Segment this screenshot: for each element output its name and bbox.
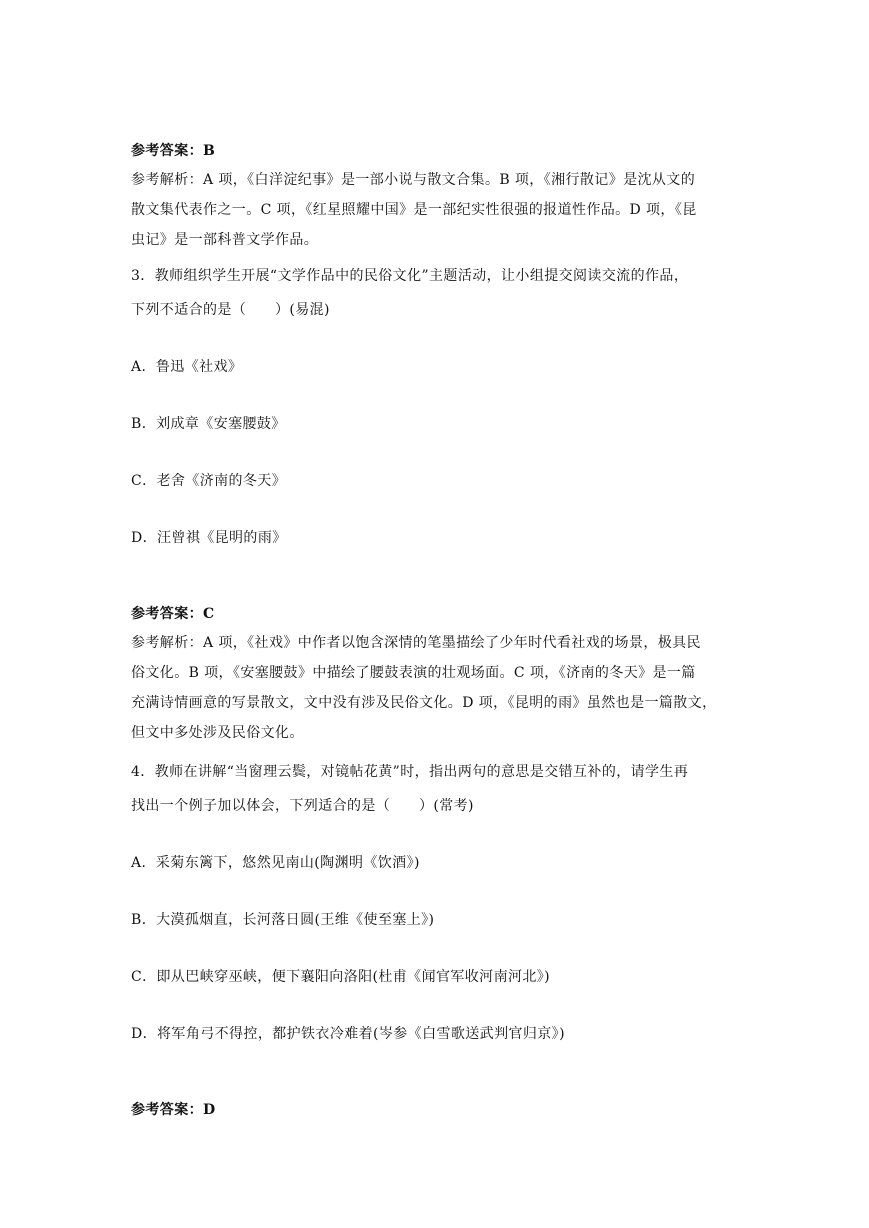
option-d: D．将军角弓不得控，都护铁衣冷难着(岑参《白雪歌送武判官归京》) bbox=[131, 1026, 565, 1042]
document-page bbox=[131, 0, 743, 1228]
question-stem-line: 下列不适合的是（ ）(易混) bbox=[131, 302, 330, 318]
explanation-line: 虫记》是一部科普文学作品。 bbox=[131, 232, 319, 248]
answer-line bbox=[131, 1100, 216, 1120]
option-b: B．大漠孤烟直，长河落日圆(王维《使至塞上》) bbox=[131, 912, 435, 928]
answer-value: C bbox=[203, 606, 215, 622]
question-stem-line: 3．教师组织学生开展“文学作品中的民俗文化”主题活动，让小组提交阅读交流的作品， bbox=[131, 268, 689, 284]
explanation-line: 散文集代表作之一。C 项，《红星照耀中国》是一部纪实性很强的报道性作品。D 项，《昆 bbox=[131, 202, 697, 218]
answer-label: 参考答案： bbox=[131, 1102, 203, 1118]
explanation-line: 充满诗情画意的写景散文，文中没有涉及民俗文化。D 项，《昆明的雨》虽然也是一篇散文， bbox=[131, 695, 717, 711]
explanation-line: 俗文化。B 项，《安塞腰鼓》中描绘了腰鼓表演的壮观场面。C 项，《济南的冬天》是一篇 bbox=[131, 665, 696, 681]
answer-line bbox=[131, 604, 215, 624]
answer-label: 参考答案： bbox=[131, 606, 203, 622]
option-a: A．鲁迅《社戏》 bbox=[131, 359, 243, 375]
explanation-line: 但文中多处涉及民俗文化。 bbox=[131, 725, 304, 741]
option-b: B．刘成章《安塞腰鼓》 bbox=[131, 416, 286, 432]
answer-line bbox=[131, 141, 215, 161]
option-d: D．汪曾祺《昆明的雨》 bbox=[131, 530, 287, 546]
answer-label: 参考答案： bbox=[131, 143, 203, 159]
answer-value: B bbox=[203, 143, 216, 159]
answer-value: D bbox=[203, 1102, 216, 1118]
question-stem-line: 找出一个例子加以体会，下列适合的是（ ）(常考) bbox=[131, 798, 474, 814]
option-c: C．老舍《济南的冬天》 bbox=[131, 473, 287, 489]
explanation-line: 参考解析：A 项，《社戏》中作者以饱含深情的笔墨描绘了少年时代看社戏的场景，极具民 bbox=[131, 635, 701, 651]
question-stem-line: 4．教师在讲解“当窗理云鬓，对镜帖花黄”时，指出两句的意思是交错互补的，请学生再 bbox=[131, 764, 689, 780]
option-c: C．即从巴峡穿巫峡，便下襄阳向洛阳(杜甫《闻官军收河南河北》) bbox=[131, 969, 551, 985]
option-a: A．采菊东篱下，悠然见南山(陶渊明《饮酒》) bbox=[131, 855, 420, 871]
explanation-line: 参考解析：A 项，《白洋淀纪事》是一部小说与散文合集。B 项，《湘行散记》是沈从文的 bbox=[131, 172, 696, 188]
